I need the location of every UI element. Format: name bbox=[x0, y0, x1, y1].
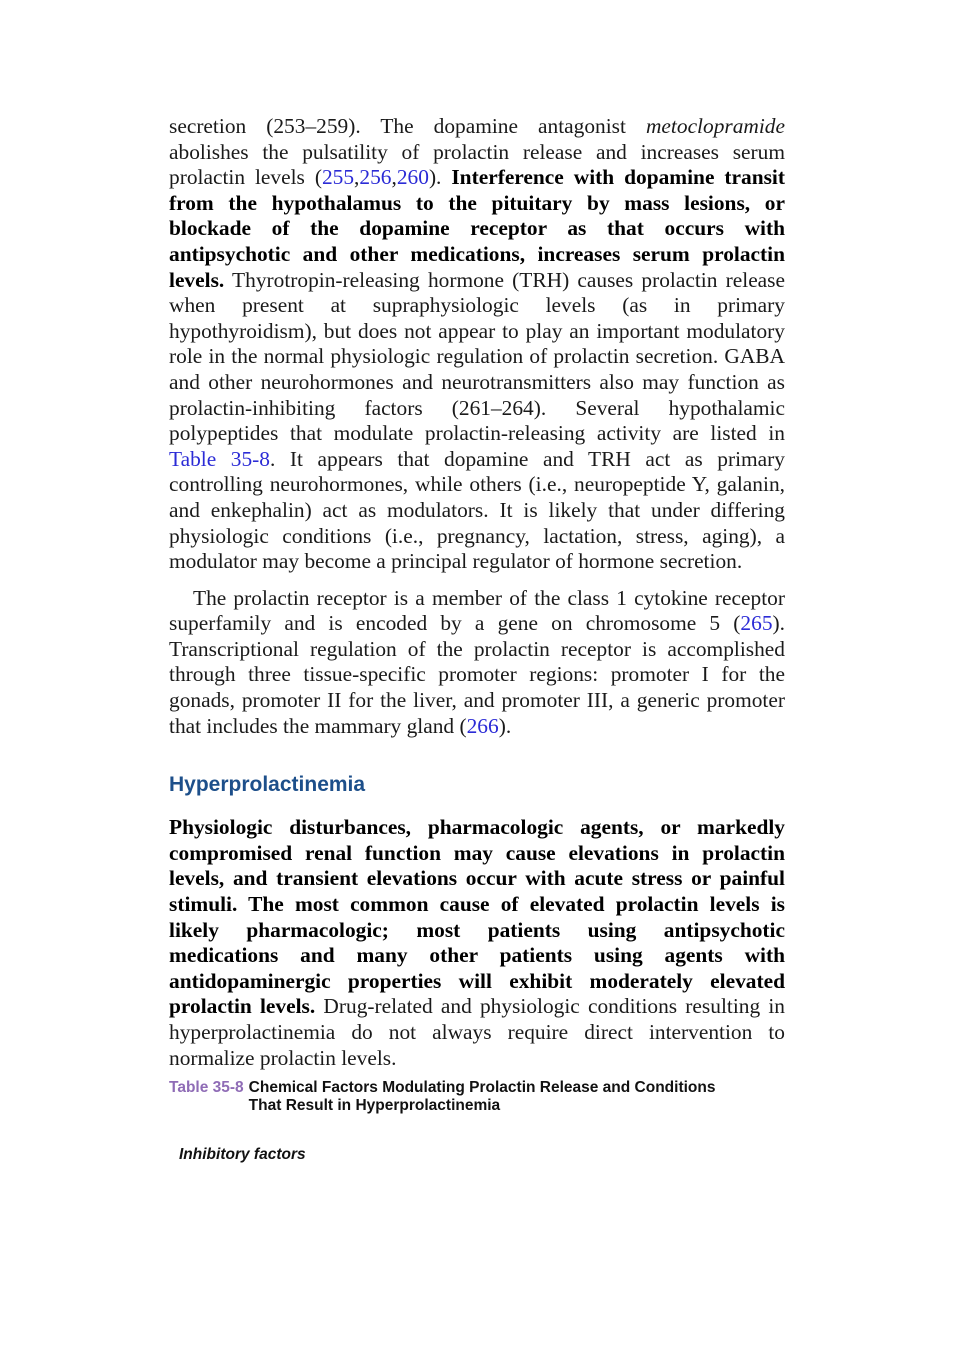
comma: , bbox=[354, 165, 360, 190]
table-title-line: That Result in Hyperprolactinemia bbox=[248, 1097, 501, 1115]
text-span: ). bbox=[428, 165, 452, 190]
key-point-text: Physiologic disturbances, pharmacologic agents, or markedly compromised renal function may cause elevations in prolactin levels, and transient elevations occur with acute stress or painful stimuli. The most common cause of elevated prolactin levels is likely pharmacologic; most patients using antipsychotic medications and many other patients using agents with antidopaminergic properties will exhibit moderately elevated prolactin levels. bbox=[169, 815, 785, 1019]
reference-link[interactable]: 255 bbox=[321, 165, 355, 190]
reference-link[interactable]: 256 bbox=[359, 165, 392, 190]
text-span: Drug-related and physiologic conditions resulting in hyperprolactinemia do not always require direct intervention to normalize prolactin levels. bbox=[169, 994, 785, 1070]
reference-link[interactable]: 265 bbox=[740, 611, 773, 636]
drug-name: metoclopramide bbox=[645, 114, 785, 138]
text-span: . It appears that dopamine and TRH act as primary controlling neurohormones, while others (i.e., neuropeptide Y, galanin, and enkephalin) act as modulators. It is likely that under differing physiologic conditions (i.e., pregnancy, lactation, stress, aging), a modulator may become a principal regulator of hormone secretion. bbox=[169, 446, 785, 574]
text-span: Thyrotropin-releasing hormone (TRH) causes prolactin release when present at supraphysiologic levels (as in primary hypothyroidism), but does not appear to play an important modulatory role in the normal physiologic regulation of prolactin secretion. GABA and other neurohormones and neurotransmitters also may function as prolactin-inhibiting factors (261–264). Several hypothalamic polypeptides that modulate prolactin-releasing activity are listed in bbox=[169, 267, 785, 446]
text-span: ). Transcriptional regulation of the prolactin receptor is accomplished through three tissue-specific promoter regions: promoter I for the gonads, promoter II for the liver, and promoter III, a generic promoter that includes the mammary gland ( bbox=[169, 611, 785, 738]
paragraph-hyperprolactinemia bbox=[169, 815, 785, 1071]
reference-link[interactable]: 260 bbox=[396, 165, 429, 190]
table-number: Table 35-8 bbox=[169, 1079, 244, 1097]
table-title bbox=[249, 1079, 716, 1115]
table-reference-link[interactable]: Table 35-8 bbox=[169, 446, 270, 471]
reference-link[interactable]: 266 bbox=[466, 713, 499, 738]
text-span: ). bbox=[498, 713, 512, 738]
comma: , bbox=[391, 165, 397, 190]
key-point-text: Interference with dopamine transit from the hypothalamus to the pituitary by mass lesions, or blockade of the dopamine receptor as that occurs with antipsychotic and other medications, increases serum prolactin levels. bbox=[169, 165, 785, 292]
text-span: secretion (253–259). The dopamine antagonist bbox=[169, 114, 646, 138]
text-span: abolishes the pulsatility of prolactin release and increases serum prolactin levels ( bbox=[169, 139, 785, 190]
page-content bbox=[169, 114, 785, 1168]
paragraph-dopamine-regulation bbox=[169, 114, 785, 575]
paragraph-prolactin-receptor bbox=[169, 586, 785, 740]
table-title-line: Chemical Factors Modulating Prolactin Release and Conditions bbox=[248, 1079, 716, 1097]
section-heading: Hyperprolactinemia bbox=[169, 773, 366, 797]
table-subheading: Inhibitory factors bbox=[179, 1146, 306, 1164]
table-caption bbox=[169, 1079, 785, 1115]
text-span: The prolactin receptor is a member of the class 1 cytokine receptor superfamily and is encoded by a gene on chromosome 5 ( bbox=[169, 585, 785, 636]
